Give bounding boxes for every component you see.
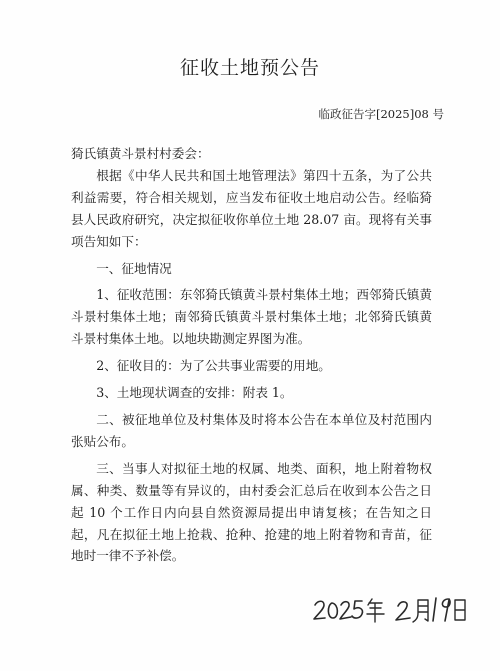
handwritten-date-svg <box>312 593 472 625</box>
document-number: 临政征告字[2025]08 号 <box>318 107 444 121</box>
section-posting: 二、被征地单位及村集体及时将本公告在本单位及村范围内张贴公布。 <box>71 411 432 449</box>
char-yue <box>413 600 428 622</box>
page-title: 征收土地预公告 <box>179 57 320 79</box>
item-purpose: 2、征收目的：为了公共事业需要的用地。 <box>96 358 331 374</box>
item-scope: 1、征收范围：东邻猗氏镇黄斗景村集体土地；西邻猗氏镇黄斗景村集体土地；南邻猗氏镇黄斗景村集体土地；北邻猗氏镇黄斗景村集体土地。以地块勘测定界图为准。 <box>71 287 432 347</box>
handwritten-digit-9 <box>442 599 450 621</box>
handwritten-digit-0 <box>328 603 337 618</box>
char-nian <box>367 599 384 622</box>
section-objection: 三、当事人对拟征土地的权属、地类、面积，地上附着物权属、种类、数量等有异议的，由村委会汇总后在收到本公告之日起 10 个工作日内向县自然资源局提出申请复核；在告知之日起，凡在拟征土地上抢栽、抢种、抢建的地上附着物和青苗，征地时一律不予补偿。 <box>71 460 432 564</box>
item-survey-arrangement: 3、土地现状调查的安排：附表 1。 <box>96 385 293 401</box>
section-heading-land-info: 一、征地情况 <box>96 260 172 276</box>
intro-paragraph: 根据《中华人民共和国土地管理法》第四十五条，为了公共利益需要，符合相关规划，应当发布征收土地启动公告。经临猗县人民政府研究，决定拟征收你单位土地 28.07 亩。现将有关事项告知如下： <box>71 167 432 249</box>
handwritten-digit-2 <box>314 601 325 619</box>
salutation: 猗氏镇黄斗景村村委会： <box>71 146 210 161</box>
notice-body <box>71 143 432 567</box>
handwritten-digit-1 <box>433 598 436 621</box>
char-ri <box>455 600 465 620</box>
handwritten-digit-2 <box>396 602 410 620</box>
handwritten-digit-2 <box>340 602 351 619</box>
handwritten-date <box>312 593 472 625</box>
handwritten-digit-5 <box>352 601 362 618</box>
